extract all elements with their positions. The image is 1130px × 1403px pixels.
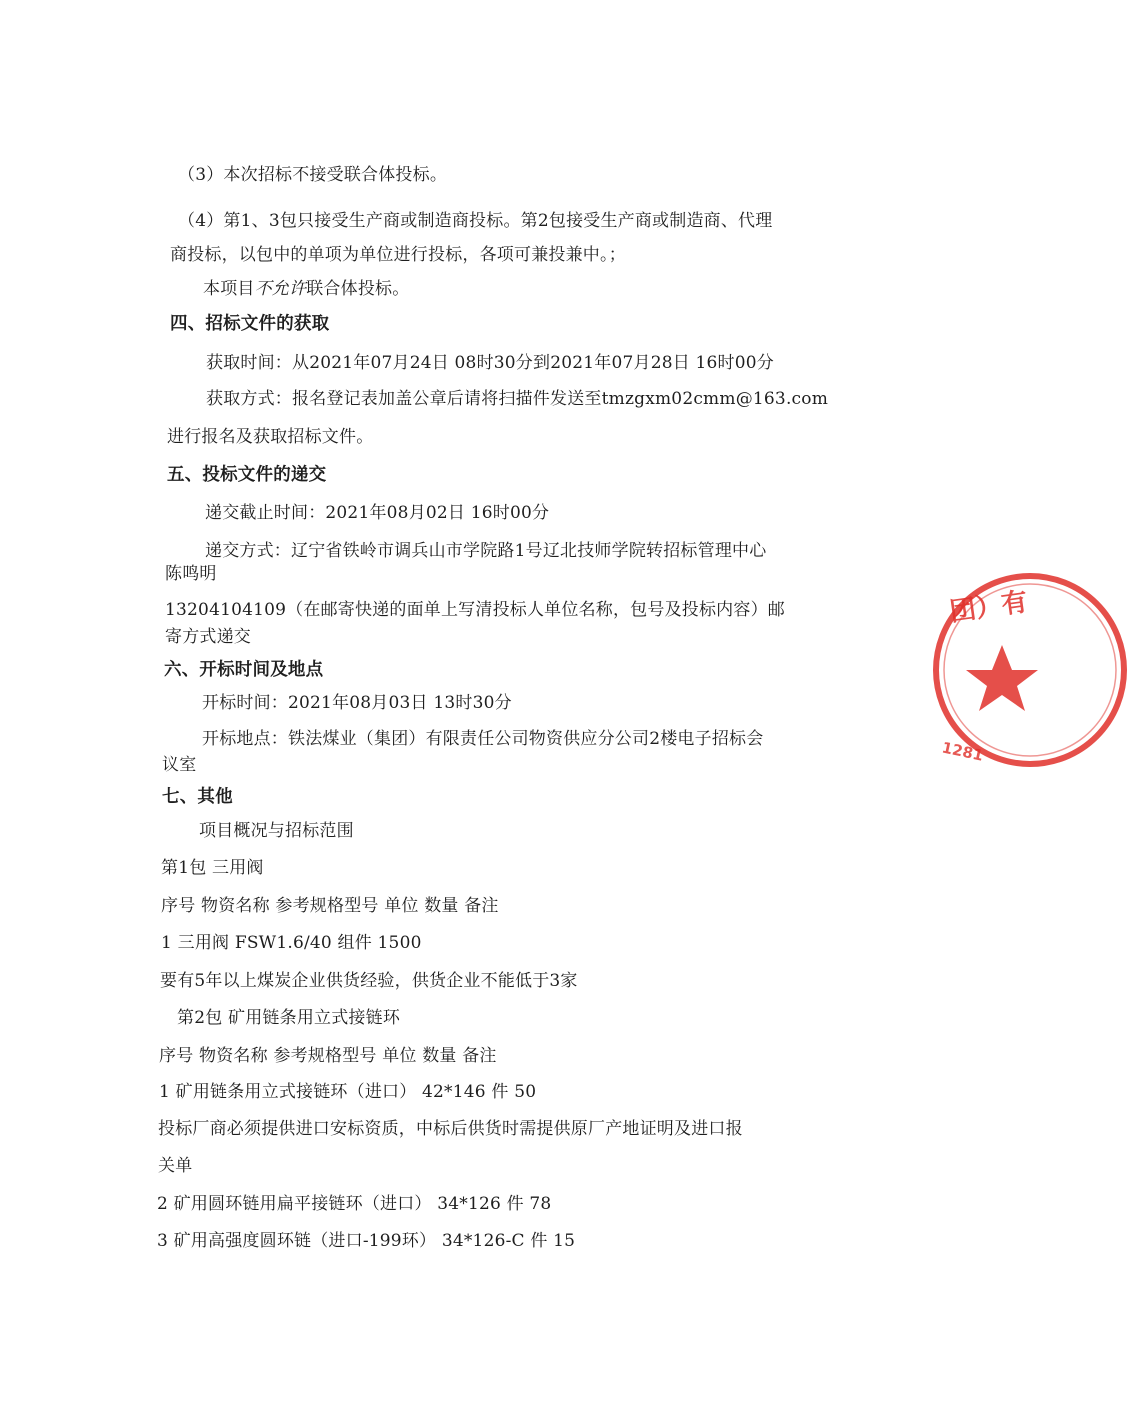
clause-3: （3）本次招标不接受联合体投标。	[178, 165, 448, 185]
package-2-title: 第2包 矿用链条用立式接链环	[177, 1008, 401, 1028]
svg-text:1281: 1281	[940, 738, 985, 765]
contact-name: 陈鸣明	[165, 564, 217, 584]
clause-4-line-2: 商投标，以包中的单项为单位进行投标，各项可兼投兼中。；	[170, 245, 626, 265]
package-1-title: 第1包 三用阀	[161, 858, 264, 878]
package-2-header: 序号 物资名称 参考规格型号 单位 数量 备注	[159, 1046, 497, 1066]
package-2-requirement: 投标厂商必须提供进口安标资质，中标后供货时需提供原厂产地证明及进口报	[158, 1119, 743, 1139]
package-2-item-1: 1 矿用链条用立式接链环（进口） 42*146 件 50	[159, 1082, 537, 1102]
section-4-heading: 四、招标文件的获取	[170, 314, 330, 334]
section-5-heading: 五、投标文件的递交	[167, 465, 327, 485]
red-company-seal-icon	[930, 570, 1130, 770]
acquisition-time: 获取时间：从2021年07月24日 08时30分到2021年07月28日 16时00分	[206, 353, 774, 373]
package-1-item-1: 1 三用阀 FSW1.6/40 组件 1500	[161, 933, 422, 953]
package-1-requirement: 要有5年以上煤炭企业供货经验，供货企业不能低于3家	[160, 971, 578, 991]
svg-text:团）有: 团）有	[948, 587, 1030, 628]
opening-location: 开标地点：铁法煤业（集团）有限责任公司物资供应分公司2楼电子招标会	[202, 729, 764, 749]
section-6-heading: 六、开标时间及地点	[164, 660, 324, 680]
consortium-note-prefix: 本项目	[203, 279, 255, 299]
project-overview: 项目概况与招标范围	[199, 821, 354, 841]
consortium-note	[203, 277, 409, 301]
package-1-header: 序号 物资名称 参考规格型号 单位 数量 备注	[161, 896, 499, 916]
package-2-item-3: 3 矿用高强度圆环链（进口-199环） 34*126-C 件 15	[157, 1231, 576, 1251]
submission-method: 递交方式：辽宁省铁岭市调兵山市学院路1号辽北技师学院转招标管理中心	[205, 541, 767, 561]
acquisition-method-cont: 进行报名及获取招标文件。	[167, 427, 374, 447]
package-2-item-2: 2 矿用圆环链用扁平接链环（进口） 34*126 件 78	[157, 1194, 552, 1214]
section-7-heading: 七、其他	[162, 787, 233, 807]
clause-4-line-1: （4）第1、3包只接受生产商或制造商投标。第2包接受生产商或制造商、代理	[178, 211, 773, 231]
submission-deadline: 递交截止时间：2021年08月02日 16时00分	[205, 503, 550, 523]
opening-location-cont: 议室	[162, 755, 197, 775]
contact-phone-line: 13204104109（在邮寄快递的面单上写清投标人单位名称，包号及投标内容）邮	[165, 600, 785, 620]
acquisition-method: 获取方式：报名登记表加盖公章后请将扫描件发送至tmzgxm02cmm@163.com	[206, 389, 829, 409]
contact-phone-line-cont: 寄方式递交	[165, 627, 251, 647]
opening-time: 开标时间：2021年08月03日 13时30分	[202, 693, 512, 713]
consortium-note-suffix: 联合体投标。	[306, 279, 410, 299]
consortium-note-handwritten: 不允许	[254, 279, 307, 299]
package-2-requirement-cont: 关单	[158, 1156, 193, 1176]
